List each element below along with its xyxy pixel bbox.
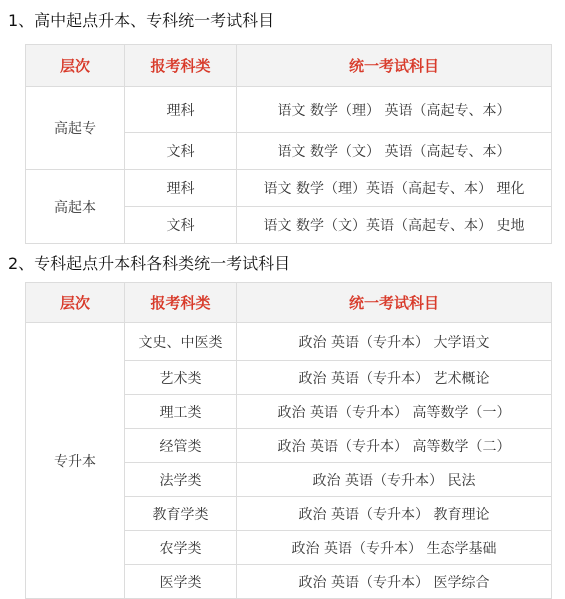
section2-heading: 2、专科起点升本科各科类统一考试科目 [8,254,291,273]
category-cell: 经管类 [125,429,237,463]
category-cell: 艺术类 [125,361,237,395]
level-cell: 高起本 [26,170,125,244]
level-cell: 高起专 [26,87,125,170]
table-row [26,323,552,361]
column-header-level: 层次 [26,283,125,323]
subjects-cell: 政治 英语（专升本） 医学综合 [237,565,552,599]
category-cell: 文史、中医类 [125,323,237,361]
subjects-cell: 政治 英语（专升本） 高等数学（一） [237,395,552,429]
column-header-subjects: 统一考试科目 [237,283,552,323]
column-header-category: 报考科类 [125,45,237,87]
category-cell: 教育学类 [125,497,237,531]
category-cell: 医学类 [125,565,237,599]
column-header-subjects: 统一考试科目 [237,45,552,87]
subjects-cell: 政治 英语（专升本） 教育理论 [237,497,552,531]
column-header-level: 层次 [26,45,125,87]
subjects-cell: 政治 英语（专升本） 生态学基础 [237,531,552,565]
category-cell: 法学类 [125,463,237,497]
subjects-cell: 政治 英语（专升本） 民法 [237,463,552,497]
subjects-cell: 语文 数学（理） 英语（高起专、本） [237,87,552,133]
category-cell: 理工类 [125,395,237,429]
table-row [26,170,552,207]
level-cell: 专升本 [26,323,125,599]
column-header-category: 报考科类 [125,283,237,323]
category-cell: 理科 [125,87,237,133]
section1-heading: 1、高中起点升本、专科统一考试科目 [8,11,275,30]
subjects-cell: 语文 数学（文） 英语（高起专、本） [237,133,552,170]
category-cell: 农学类 [125,531,237,565]
subjects-cell: 语文 数学（文）英语（高起专、本） 史地 [237,207,552,244]
subjects-cell: 政治 英语（专升本） 大学语文 [237,323,552,361]
table-row [26,87,552,133]
subjects-cell: 政治 英语（专升本） 艺术概论 [237,361,552,395]
category-cell: 理科 [125,170,237,207]
table-header-row [26,283,552,323]
exam-table-1 [25,44,552,244]
category-cell: 文科 [125,207,237,244]
table-header-row [26,45,552,87]
category-cell: 文科 [125,133,237,170]
exam-table-2 [25,282,552,599]
subjects-cell: 语文 数学（理）英语（高起专、本） 理化 [237,170,552,207]
subjects-cell: 政治 英语（专升本） 高等数学（二） [237,429,552,463]
